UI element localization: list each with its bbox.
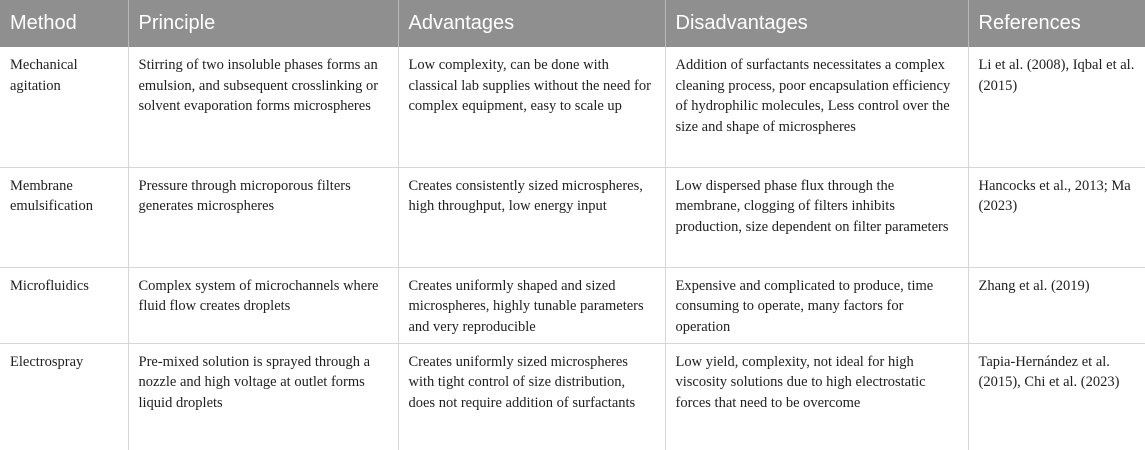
- cell-method: Mechanical agitation: [0, 47, 128, 167]
- table-header: [0, 0, 1145, 47]
- cell-disadvantages: Low dispersed phase flux through the membrane, clogging of filters inhibits production, size dependent on filter parameters: [665, 167, 968, 267]
- header-references: References: [968, 0, 1145, 47]
- header-row: [0, 0, 1145, 47]
- header-disadvantages: Disadvantages: [665, 0, 968, 47]
- cell-advantages: Creates uniformly shaped and sized microspheres, highly tunable parameters and very reproducible: [398, 267, 665, 343]
- cell-principle: Pressure through microporous filters generates microspheres: [128, 167, 398, 267]
- cell-principle: Complex system of microchannels where fluid flow creates droplets: [128, 267, 398, 343]
- cell-references: Hancocks et al., 2013; Ma (2023): [968, 167, 1145, 267]
- header-principle: Principle: [128, 0, 398, 47]
- table-row: [0, 47, 1145, 167]
- table-row: [0, 167, 1145, 267]
- cell-method: Membrane emulsification: [0, 167, 128, 267]
- header-advantages: Advantages: [398, 0, 665, 47]
- cell-references: Tapia-Hernández et al. (2015), Chi et al. (2023): [968, 343, 1145, 450]
- cell-advantages: Low complexity, can be done with classical lab supplies without the need for complex equipment, easy to scale up: [398, 47, 665, 167]
- cell-method: Microfluidics: [0, 267, 128, 343]
- cell-method: Electrospray: [10, 353, 84, 370]
- cell-advantages: Creates uniformly sized microspheres with tight control of size distribution, does not require addition of surfactants: [398, 343, 665, 450]
- header-method: Method: [10, 12, 77, 34]
- cell-references: Zhang et al. (2019): [968, 267, 1145, 343]
- cell-advantages: Creates consistently sized microspheres, high throughput, low energy input: [398, 167, 665, 267]
- table-body: [0, 47, 1145, 450]
- cell-principle: Stirring of two insoluble phases forms an emulsion, and subsequent crosslinking or solvent evaporation forms microspheres: [128, 47, 398, 167]
- cell-disadvantages: Expensive and complicated to produce, time consuming to operate, many factors for operation: [665, 267, 968, 343]
- table-row: [0, 343, 1145, 450]
- cell-references: Li et al. (2008), Iqbal et al. (2015): [968, 47, 1145, 167]
- cell-disadvantages: Low yield, complexity, not ideal for high viscosity solutions due to high electrostatic forces that need to be overcome: [665, 343, 968, 450]
- cell-disadvantages: Addition of surfactants necessitates a complex cleaning process, poor encapsulation efficiency of hydrophilic molecules, Less control over the size and shape of microspheres: [665, 47, 968, 167]
- table-row: [0, 267, 1145, 343]
- cell-principle: Pre-mixed solution is sprayed through a nozzle and high voltage at outlet forms liquid droplets: [128, 343, 398, 450]
